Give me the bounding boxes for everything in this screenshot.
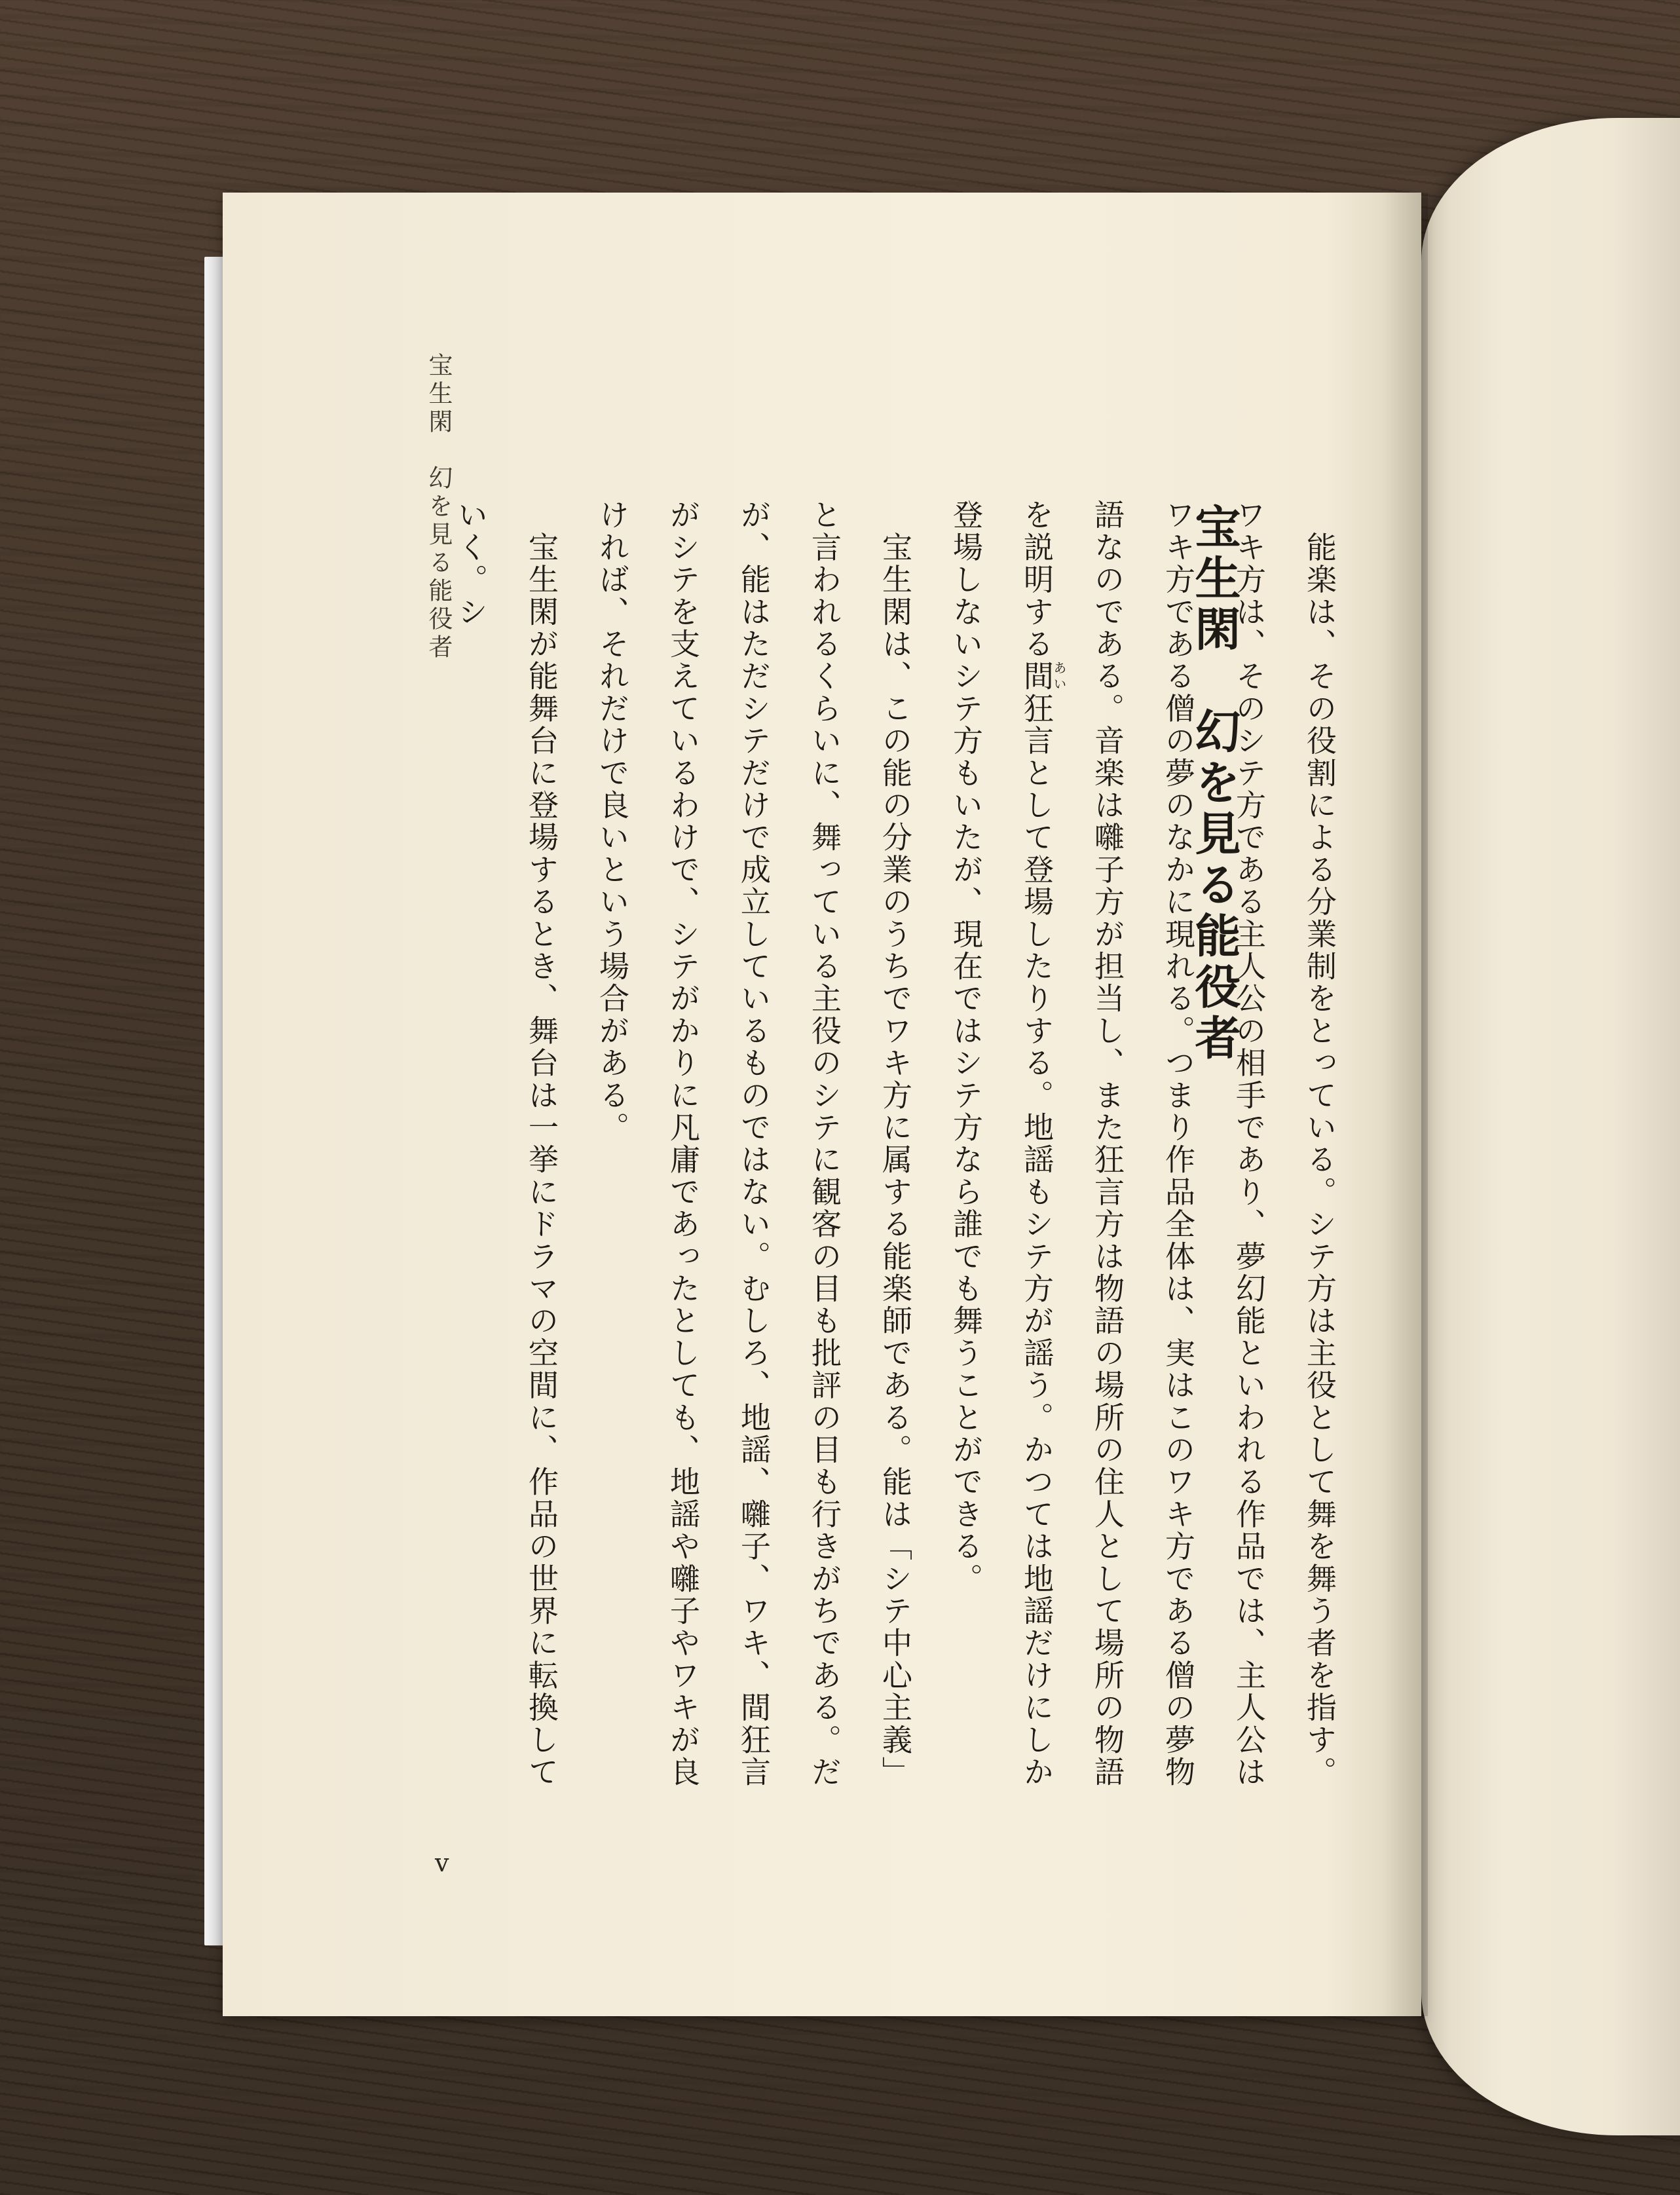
body-text <box>436 499 1355 1809</box>
paragraph-2: 宝生閑は、この能の分業のうちでワキ方に属する能楽師である。能は「シテ中心主義」と言われるくらいに、舞っている主役のシテに観客の目も批評の目も行きがちである。だが、能はただシテだけで成立しているものではない。むしろ、地謡、囃子、ワキ、間狂言がシテを支えているわけで、シテがかりに凡庸であったとしても、地謡や囃子やワキが良ければ、それだけで良いという場合がある。 <box>595 499 913 1788</box>
paragraph-1: 能楽は、その役割による分業制をとっている。シテ方は主役として舞を舞う者を指す。ワキ方は、そのシテ方である主人公の相手であり、夢幻能といわれる作品では、主人公はワキ方である僧の夢のなかに現れる。つまり作品全体は、実はこのワキ方である僧の夢物語なのである。音楽は囃子方が担当し、また狂言方は物語の場所の住人として場所の物語を説明する間あい狂言として登場したりする。地謡もシテ方が謡う。かつては地謡だけにしか登場しないシテ方もいたが、現在ではシテ方なら誰でも舞うことができる。 <box>948 499 1337 1789</box>
facing-page <box>1421 118 1680 2135</box>
ruby-ai: 間あい <box>1019 660 1067 693</box>
running-head: 宝生閑 幻を見る能役者 <box>424 352 453 662</box>
gutter-shadow <box>1382 193 1428 2016</box>
chapter-title: 宝生閑 幻を見る能役者 <box>1187 503 1242 1065</box>
page-number: v <box>435 1848 449 1877</box>
paragraph-3: 宝生閑が能舞台に登場するとき、舞台は一挙にドラマの空間に、作品の世界に転換していく。シ <box>453 499 559 1788</box>
